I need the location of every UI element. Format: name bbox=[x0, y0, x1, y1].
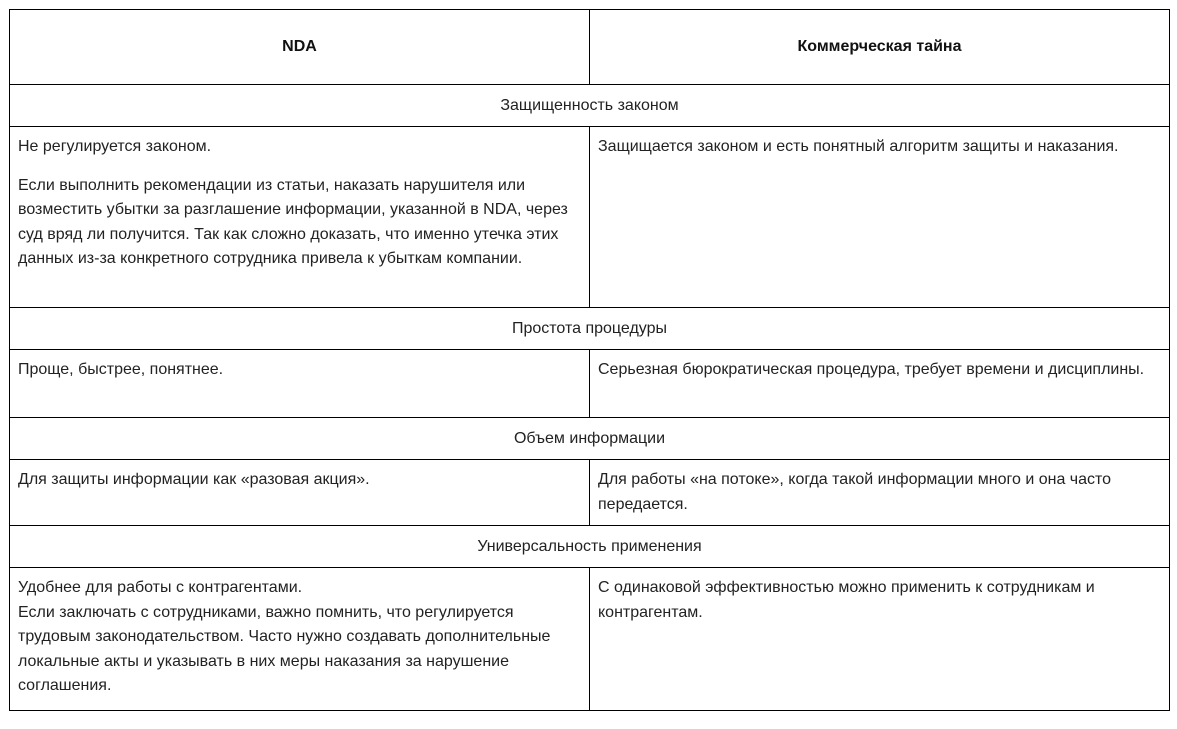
section-title-information-volume: Объем информации bbox=[10, 418, 1170, 460]
section-row bbox=[10, 418, 1170, 460]
table-row bbox=[10, 350, 1170, 418]
header-nda: NDA bbox=[10, 10, 590, 85]
cell-text: Для работы «на потоке», когда такой информации много и она часто передается. bbox=[598, 471, 1112, 513]
cell-text: Удобнее для работы с контрагентами. bbox=[18, 579, 303, 596]
section-title-universality: Универсальность применения bbox=[10, 526, 1170, 568]
cell-trade-secret bbox=[590, 568, 1170, 711]
cell-trade-secret bbox=[590, 460, 1170, 526]
cell-nda bbox=[10, 127, 590, 308]
header-trade-secret: Коммерческая тайна bbox=[590, 10, 1170, 85]
table-row bbox=[10, 568, 1170, 711]
cell-text: Для защиты информации как «разовая акция». bbox=[18, 471, 370, 488]
section-row bbox=[10, 526, 1170, 568]
table-row bbox=[10, 460, 1170, 526]
cell-nda bbox=[10, 460, 590, 526]
cell-trade-secret bbox=[590, 127, 1170, 308]
cell-trade-secret bbox=[590, 350, 1170, 418]
cell-text: Не регулируется законом. bbox=[18, 138, 212, 155]
cell-text: Если заключать с сотрудниками, важно помнить, что регулируется трудовым законодательством. Часто нужно создавать дополнительные локальные акты и указывать в них меры наказания за нарушение соглашения. bbox=[18, 603, 551, 694]
cell-text: Защищается законом и есть понятный алгоритм защиты и наказания. bbox=[598, 138, 1119, 155]
comparison-table bbox=[9, 9, 1170, 711]
cell-text: Проще, быстрее, понятнее. bbox=[18, 361, 224, 378]
cell-nda bbox=[10, 568, 590, 711]
cell-nda bbox=[10, 350, 590, 418]
cell-text: Серьезная бюрократическая процедура, требует времени и дисциплины. bbox=[598, 361, 1145, 378]
section-title-legal-protection: Защищенность законом bbox=[10, 85, 1170, 127]
section-title-procedure-simplicity: Простота процедуры bbox=[10, 308, 1170, 350]
section-row bbox=[10, 85, 1170, 127]
cell-text: Если выполнить рекомендации из статьи, наказать нарушителя или возместить убытки за разглашение информации, указанной в NDA, через суд вряд ли получится. Так как сложно доказать, что именно утечка этих данных из-за конкретного сотрудника привела к убыткам компании. bbox=[18, 176, 568, 267]
table-row bbox=[10, 127, 1170, 308]
section-row bbox=[10, 308, 1170, 350]
cell-text: С одинаковой эффективностью можно применить к сотрудникам и контрагентам. bbox=[598, 579, 1095, 621]
table-header-row bbox=[10, 10, 1170, 85]
